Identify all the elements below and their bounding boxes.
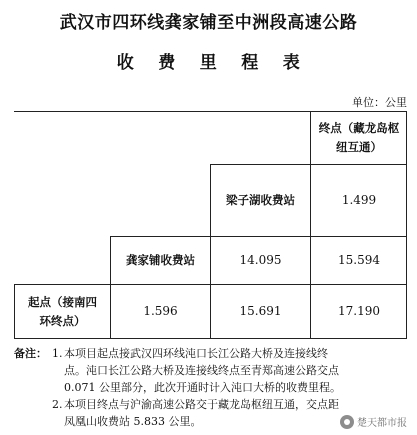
note-line: 点。沌口长江公路大桥及连接线终点至青郑高速公路交点: [64, 364, 339, 377]
row-label-gongjiapu: [110, 236, 210, 284]
document-title: 武汉市四环线龚家铺至中洲段高速公路: [59, 13, 358, 33]
value-text: 1.596: [143, 304, 178, 318]
note-number: 1.: [52, 347, 63, 360]
row-label-start-text: 起点（接南四环终点）: [28, 294, 97, 328]
document-subtitle: [0, 48, 417, 73]
watermark-text: 楚天都市报: [357, 418, 407, 429]
watermark: [340, 414, 407, 429]
note-item: [14, 345, 410, 396]
value-start-terminal: [310, 284, 407, 338]
value-start-liangzihu: [210, 284, 310, 338]
subtitle-char: 收: [116, 53, 135, 73]
value-text: 17.190: [338, 304, 380, 318]
wechat-logo-icon: [340, 415, 354, 429]
note-line: 0.071 公里部分，此次开通时计入沌口大桥的收费里程。: [64, 381, 341, 394]
subtitle-char: 里: [199, 53, 218, 73]
unit-label: 单位：公里: [352, 96, 407, 109]
value-liangzihu-terminal: [310, 164, 407, 236]
value-start-gongjiapu: [110, 284, 210, 338]
table-border-bottom: [14, 338, 407, 339]
note-line: 本项目终点与沪渝高速公路交于藏龙岛枢纽互通，交点距: [64, 398, 339, 411]
row-label-start: [14, 284, 110, 338]
note-line: 凤凰山收费站 5.833 公里。: [64, 415, 202, 428]
subtitle-char: 程: [241, 53, 259, 73]
subtitle-char: 费: [158, 53, 176, 73]
row-label-liangzihu-text: 梁子湖收费站: [226, 193, 295, 207]
value-text: 15.594: [338, 253, 380, 267]
header-terminal: [310, 111, 407, 164]
notes-heading: 备注：: [14, 347, 47, 360]
value-text: 14.095: [239, 253, 282, 267]
table-border-right: [406, 111, 407, 338]
header-terminal-text: 终点（藏龙岛枢纽互通）: [318, 121, 400, 154]
note-line: 本项目起点接武汉四环线沌口长江公路大桥及连接线终: [64, 347, 328, 360]
row-label-liangzihu: [210, 164, 310, 236]
note-number: 2.: [52, 398, 63, 411]
value-text: 15.691: [239, 304, 282, 318]
subtitle-char: 表: [282, 53, 301, 73]
row-label-gongjiapu-text: 龚家铺收费站: [126, 253, 195, 267]
value-text: 1.499: [341, 193, 377, 207]
value-gongjiapu-terminal: [310, 236, 407, 284]
value-gongjiapu-liangzihu: [210, 236, 310, 284]
